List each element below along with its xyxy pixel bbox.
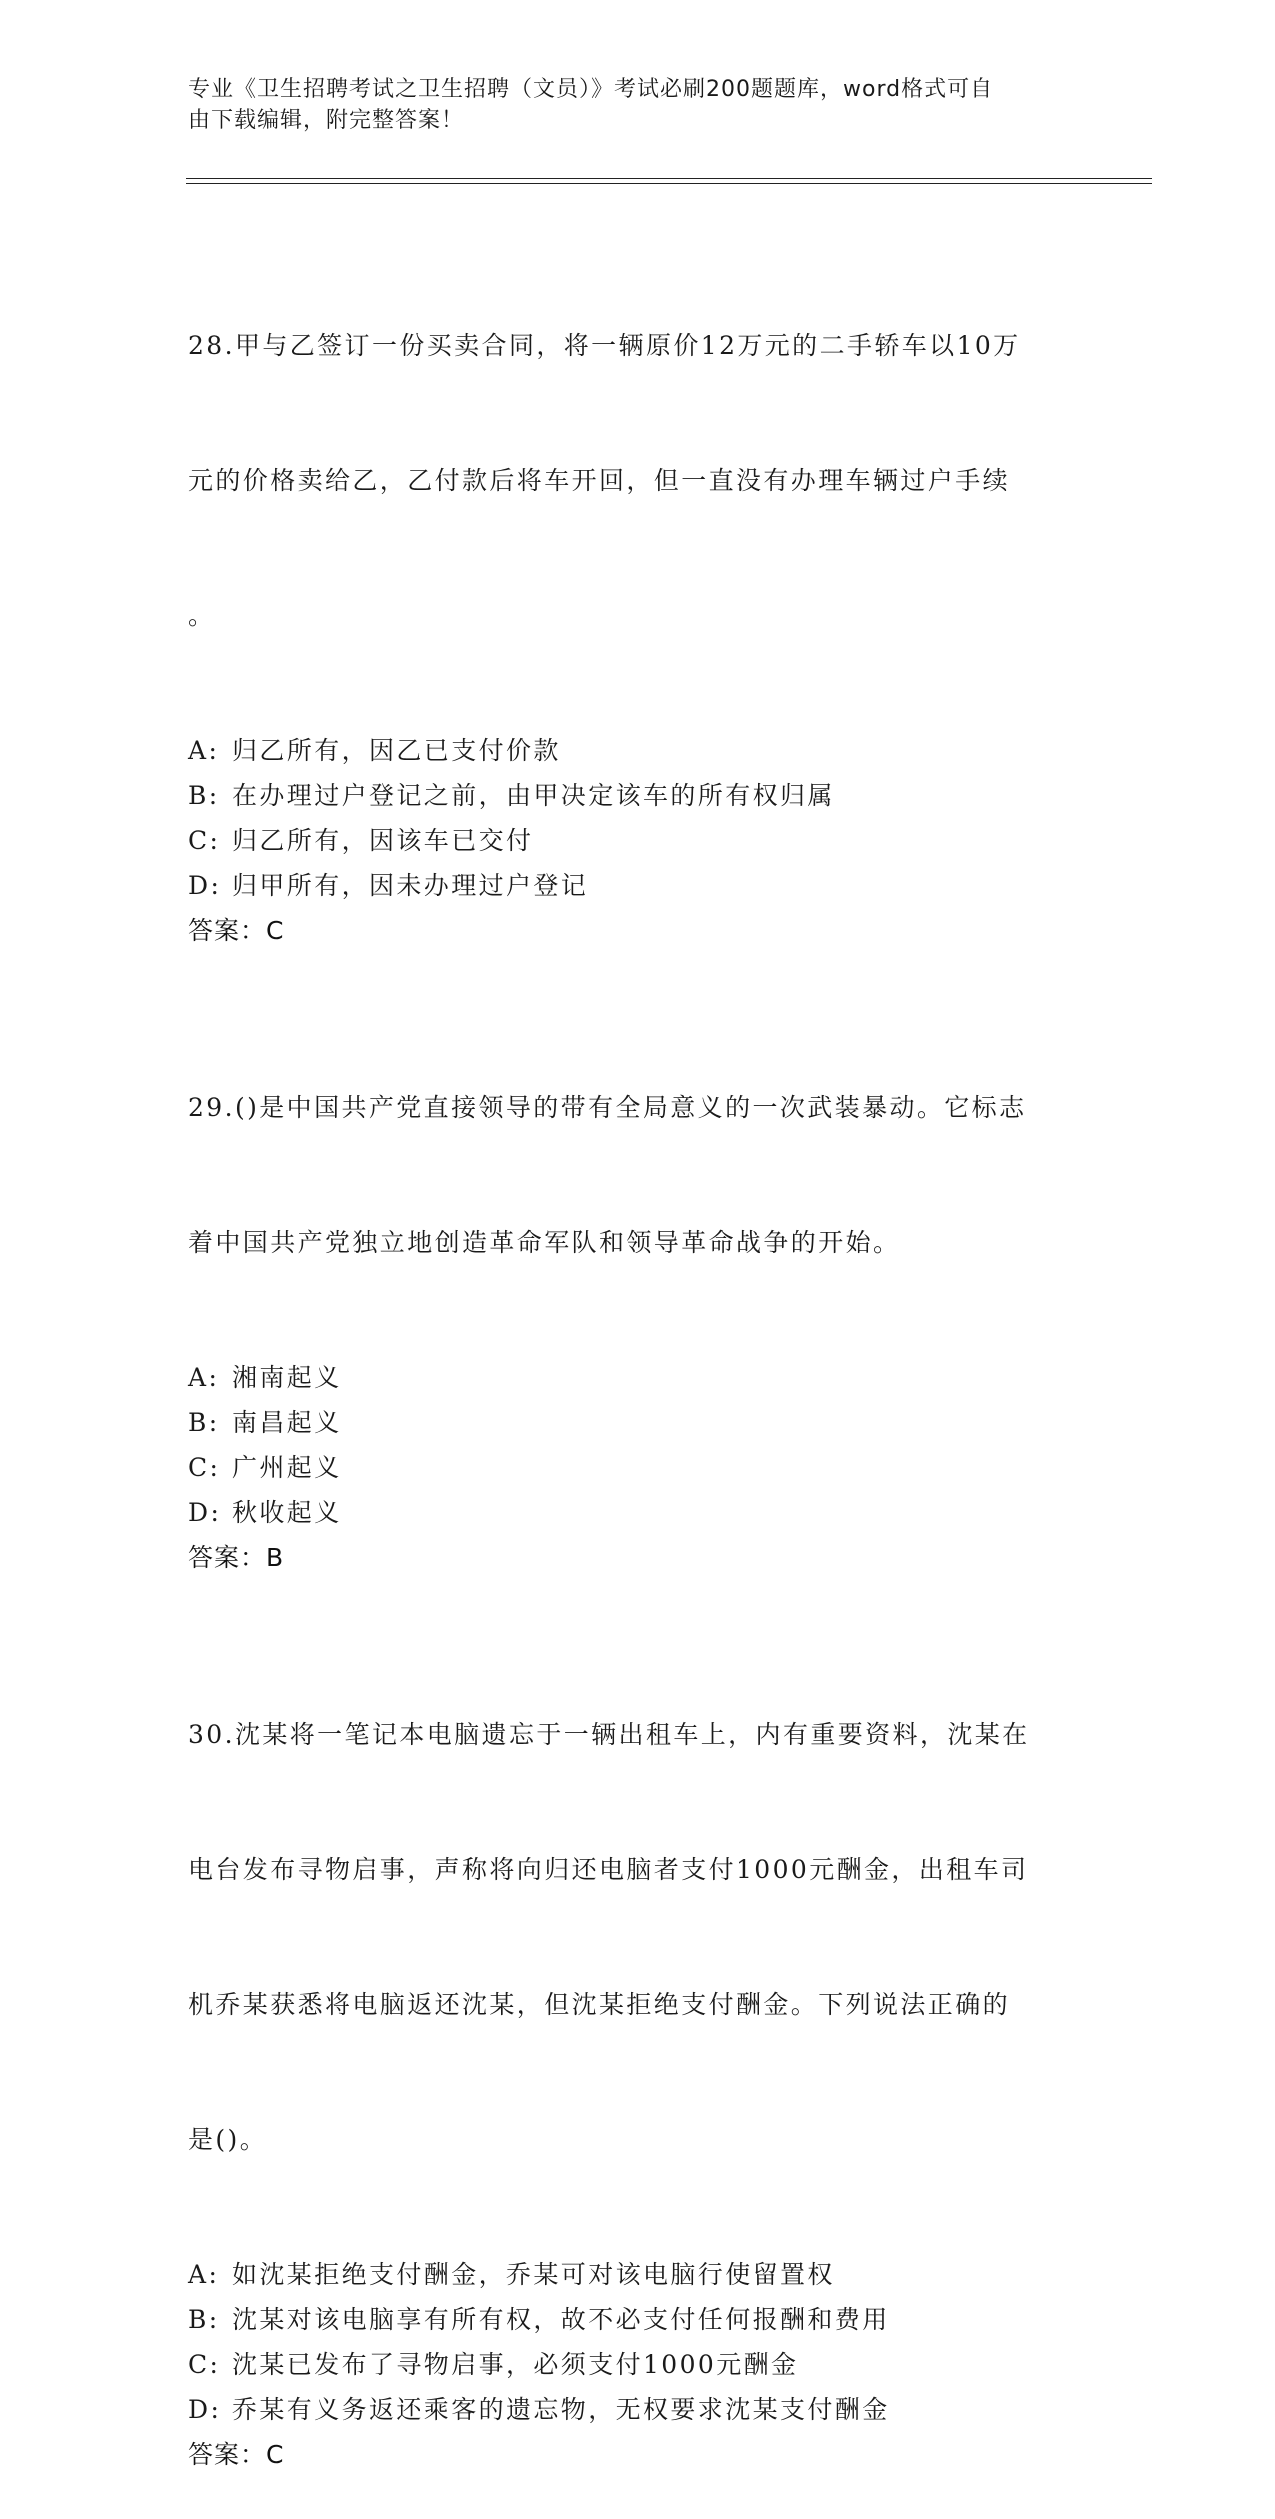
option-d: [188, 2387, 1088, 2432]
option-text: 广州起义: [232, 1453, 342, 1482]
option-key: D:: [188, 871, 222, 900]
option-text: 在办理过户登记之前，由甲决定该车的所有权归属: [232, 781, 835, 810]
answer-line: 答案：B: [188, 1543, 285, 1572]
option-d: [188, 863, 1088, 908]
stem-line: 是()。: [188, 2125, 268, 2154]
stem-line: 28.甲与乙签订一份买卖合同，将一辆原价12万元的二手轿车以10万: [188, 331, 1021, 360]
option-text: 归乙所有，因该车已交付: [232, 826, 534, 855]
header-rule-top: [186, 178, 1152, 179]
document-header: [188, 74, 1068, 136]
stem-line: 机乔某获悉将电脑返还沈某，但沈某拒绝支付酬金。下列说法正确的: [188, 1990, 1011, 2019]
option-key: A:: [188, 1363, 220, 1392]
option-a: [188, 1355, 1088, 1400]
header-rule-bottom: [186, 183, 1152, 184]
option-key: B:: [188, 1408, 220, 1437]
option-key: C:: [188, 1453, 221, 1482]
option-key: B:: [188, 2305, 220, 2334]
stem-line: 29.()是中国共产党直接领导的带有全局意义的一次武装暴动。它标志: [188, 1093, 1027, 1122]
option-b: [188, 773, 1088, 818]
option-c: [188, 1445, 1088, 1490]
option-b: [188, 1400, 1088, 1445]
option-text: 沈某对该电脑享有所有权，故不必支付任何报酬和费用: [232, 2305, 890, 2334]
header-line-2: 由下载编辑，附完整答案！: [188, 108, 465, 133]
option-key: C:: [188, 2350, 221, 2379]
option-key: B:: [188, 781, 220, 810]
answer-line: 答案：C: [188, 2440, 285, 2469]
option-text: 归甲所有，因未办理过户登记: [232, 871, 589, 900]
header-line-1: 专业《卫生招聘考试之卫生招聘（文员）》考试必刷200题题库，word格式可自: [188, 77, 994, 102]
stem-line: 元的价格卖给乙，乙付款后将车开回，但一直没有办理车辆过户手续: [188, 466, 1011, 495]
answer-line: 答案：C: [188, 916, 285, 945]
option-key: C:: [188, 826, 221, 855]
option-key: A:: [188, 2260, 220, 2289]
question-stem: [188, 1622, 1088, 2252]
option-text: 沈某已发布了寻物启事，必须支付1000元酬金: [232, 2350, 799, 2379]
option-text: 归乙所有，因乙已支付价款: [232, 736, 561, 765]
option-key: D:: [188, 1498, 222, 1527]
option-text: 乔某有义务返还乘客的遗忘物，无权要求沈某支付酬金: [232, 2395, 890, 2424]
question-list: [188, 233, 1088, 2519]
option-c: [188, 818, 1088, 863]
option-text: 如沈某拒绝支付酬金，乔某可对该电脑行使留置权: [232, 2260, 835, 2289]
stem-line: 着中国共产党独立地创造革命军队和领导革命战争的开始。: [188, 1228, 901, 1257]
question-30: [188, 1622, 1088, 2477]
question-28: [188, 233, 1088, 953]
question-29: [188, 995, 1088, 1580]
stem-line: 。: [188, 601, 216, 630]
option-key: D:: [188, 2395, 222, 2424]
option-a: [188, 2252, 1088, 2297]
question-stem: [188, 995, 1088, 1355]
option-text: 秋收起义: [232, 1498, 342, 1527]
question-stem: [188, 233, 1088, 728]
option-key: A:: [188, 736, 220, 765]
option-d: [188, 1490, 1088, 1535]
option-text: 南昌起义: [232, 1408, 342, 1437]
option-b: [188, 2297, 1088, 2342]
stem-line: 30.沈某将一笔记本电脑遗忘于一辆出租车上，内有重要资料，沈某在: [188, 1720, 1030, 1749]
option-a: [188, 728, 1088, 773]
stem-line: 电台发布寻物启事，声称将向归还电脑者支付1000元酬金，出租车司: [188, 1855, 1029, 1884]
option-c: [188, 2342, 1088, 2387]
option-text: 湘南起义: [232, 1363, 342, 1392]
